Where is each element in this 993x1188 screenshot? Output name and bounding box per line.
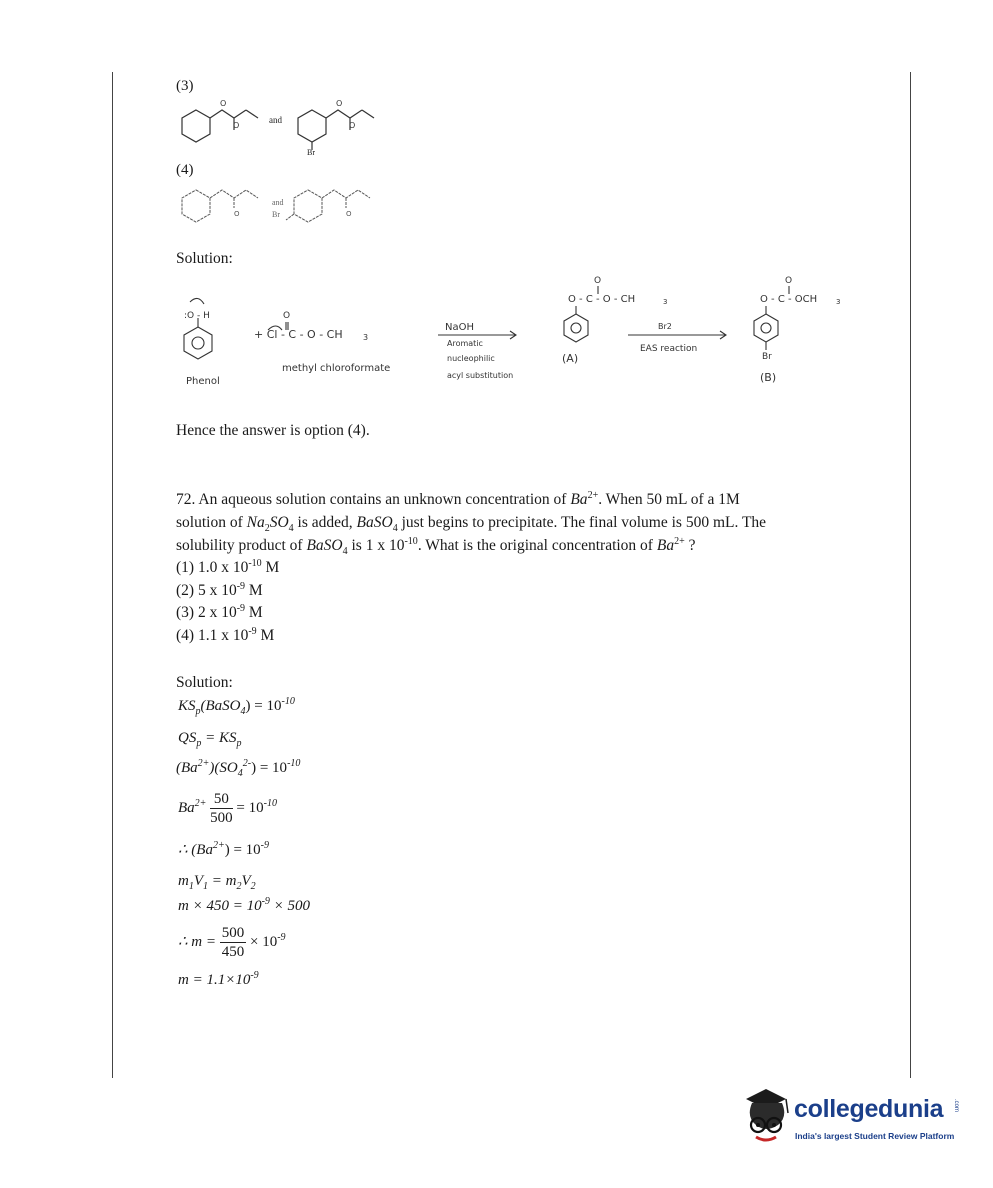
option-3-and: and [269, 115, 282, 125]
product-a-label: (A) [562, 352, 579, 365]
benzene-ring-1 [182, 110, 210, 142]
eq-line-4: $Ba^{2+}$ $\frac{50}{500}$ = $10^{-10}$ [178, 791, 277, 826]
brand-name: collegedunia [794, 1095, 944, 1123]
eq-line-9: $m = 1.1\times 10^{-9}$ [178, 970, 259, 988]
option-4-label: (4) [176, 162, 194, 178]
eas-label: EAS reaction [640, 344, 698, 354]
phenol-label: Phenol [186, 376, 220, 387]
product-b-label: (B) [760, 371, 777, 384]
brand-tagline: India's largest Student Review Platform [795, 1131, 955, 1141]
reagent-label: methyl chloroformate [282, 363, 391, 374]
svg-text:+ Cl - C - O - CH: + Cl - C - O - CH [254, 328, 343, 341]
eq-line-3: $(Ba^{2+})(SO_4^{2-}) = 10^{-10}$ [176, 758, 301, 779]
step1-note-2: nucleophilic [447, 354, 495, 363]
svg-text:O: O [349, 121, 356, 130]
eq-line-8: ∴ m = $\frac{500}{450}$ × $10^{-9}$ [178, 925, 286, 960]
question-72 [176, 488, 856, 557]
svg-text:O: O [283, 311, 291, 321]
svg-text:O: O [233, 121, 240, 130]
svg-text::O - H: :O - H [184, 311, 210, 321]
brand-suffix: .com [953, 1099, 959, 1113]
solution-2-heading: Solution: [176, 674, 233, 691]
br-substituent: Br [762, 352, 772, 362]
option-3-br: Br [307, 148, 315, 157]
eq-line-5: ∴ $(Ba^{2+}) = 10^{-9}$ [178, 840, 270, 858]
option-4-and: and [272, 198, 284, 207]
question-line-3: solubility product of BaSO$_4$ is 1 x $10^{-10}$. What is the original concentration of $Ba^{2+}$ ? [176, 535, 696, 558]
svg-text:O: O [346, 210, 352, 218]
svg-text:O: O [336, 99, 343, 108]
svg-text:3: 3 [836, 298, 841, 306]
option-4: (4) 1.1 x $10^{-9}$ M [176, 625, 275, 644]
right-margin-line [910, 72, 911, 1078]
answer-options [176, 557, 279, 647]
br2-label: Br2 [658, 322, 672, 331]
svg-text:3: 3 [363, 333, 369, 342]
option-2: (2) 5 x $10^{-9}$ M [176, 580, 263, 599]
svg-text:O: O [785, 276, 793, 286]
svg-text:O: O [234, 210, 240, 218]
svg-text:3: 3 [663, 298, 668, 306]
option-3-label: (3) [176, 78, 194, 94]
option-1: (1) 1.0 x $10^{-10}$ M [176, 557, 280, 576]
benzene-ring-3 [182, 190, 210, 222]
left-margin-line [112, 72, 113, 1078]
step1-note-3: acyl substitution [447, 371, 514, 380]
conclusion: Hence the answer is option (4). [176, 422, 370, 439]
naoh-label: NaOH [445, 322, 474, 333]
svg-text:O - C - O - CH: O - C - O - CH [568, 294, 636, 305]
eq-line-7: $m \times 450 = 10^{-9} \times 500$ [178, 896, 311, 914]
option-4-br: Br [272, 210, 280, 219]
benzene-ring-4 [294, 190, 322, 222]
option-3-structures [176, 95, 376, 160]
solution-1-heading: Solution: [176, 250, 233, 267]
eq-line-2: $QS_p = KS_p$ [178, 730, 242, 749]
step1-note-1: Aromatic [447, 339, 483, 348]
footer-logo [740, 1085, 970, 1155]
mascot-icon [740, 1085, 792, 1147]
eq-line-6: $m_1V_1 = m_2V_2$ [178, 873, 256, 892]
eq-line-1: $KS_p(BaSO_4) = 10^{-10}$ [178, 696, 295, 717]
question-line-1: 72. An aqueous solution contains an unknown concentration of $Ba^{2+}$. When 50 mL of a 1M [176, 489, 740, 508]
option-3: (3) 2 x $10^{-9}$ M [176, 602, 263, 621]
svg-text:O: O [594, 276, 602, 286]
svg-text:O: O [220, 99, 227, 108]
benzene-ring-2 [298, 110, 326, 142]
question-line-2: solution of $Na_2SO_4$ is added, BaSO$_4$ just begins to precipitate. The final volume is 500 mL. The [176, 514, 767, 535]
svg-text:O - C - OCH: O - C - OCH [760, 294, 818, 305]
